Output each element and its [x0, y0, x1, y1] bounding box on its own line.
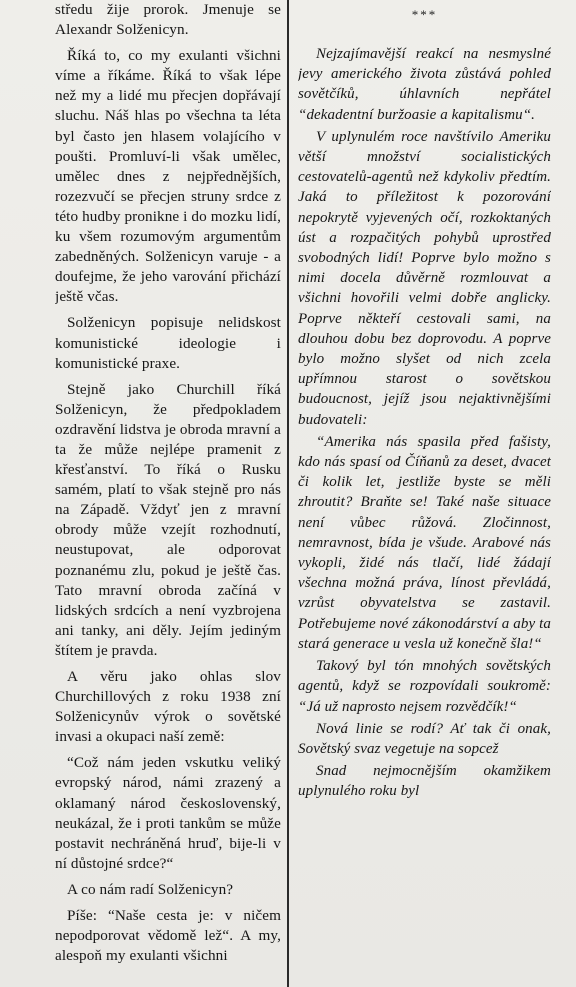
paragraph: Říká to, co my exulanti všichni víme a říkáme. Říká to však lépe než my a lidé mu přecjen dopřávají sluchu. Náš hlas po všechna ta léta byl často jen hlasem volajícího v poušti. Promluví-li však umělec, umělec dnes z nejpřednějších, rozezvučí se přecjen struny srdce z této hudby pronikne i do mozku lidí, ku všem rozumovým argumentům zabedněných. Solženicyn varuje - a doufejme, že jeho varování přichází ještě včas.	[55, 47, 281, 306]
quote-paragraph: “Amerika nás spasila před fašisty, kdo nás spasí od Číňanů za deset, dvacet či kolik let, jestliže byste se měli zhroutit? Braňte se! Také naše situace není vůbec růžová. Zločinnost, nemravnost, bída je všude. Arabové nás vykopli, židé nás tlačí, lidé žádají všechna možná práva, línost převládá, vzrůst obyvatelstva se zastavil. Potřebujeme nové zákonodárství a aby ta stará generace u vesla už konečně šla!“	[298, 433, 551, 652]
paragraph: Nová linie se rodí? Ať tak či onak, Sovětský svaz vegetuje na sopcež	[298, 720, 551, 757]
left-column	[55, 0, 281, 987]
paragraph: Takový byl tón mnohých sovětských agentů, když se rozpovídali soukromě: “Já už naprosto nejsem rozvědčík!“	[298, 658, 551, 715]
paragraph: Píše: “Naše cesta je: v ničem nepodporovat vědomě lež“. A my, alespoň my exulanti všichni	[55, 907, 281, 965]
paragraph: V uplynulém roce navštívilo Ameriku větší množství socialistických cestovatelů-agentů než kdykoliv předtím. Jaká to příležitost k pozorování nepokrytě vyjevených očí, rozkoktaných úst a rozpačitých pohybů uprostřed svobodných lidí! Poprve bylo možno s nimi docela důvěrně rozmlouvat a všichni hovořili velmi dobře anglicky. Poprve někteří cestovali sami, na dlouhou dobu bez doprovodu. A poprve bylo možno slyšet od nich zcela upřímnou starost o sovětskou budoucnost, jejíž jsou nejaktivnějšími budovateli:	[298, 128, 551, 428]
right-column	[298, 0, 551, 987]
paragraph: Snad nejmocnějším okamžikem uplynulého roku byl	[298, 763, 551, 800]
paragraph: Stejně jako Churchill říká Solženicyn, že předpokladem ozdravění lidstva je obroda mravní a ta že může nejlépe pramenit z křesťanství. To říká o Rusku samém, platí to však stejně pro nás na Západě. Vždyť jen z mravní obrody může vzejít rozhodnutí, neustupovat, ale odporovat poznanému zlu, pokud je ještě čas. Tato mravní obroda začíná v lidských srdcích a není vyzbrojena ani tanky, ani děly. Jejím jediným štítem je pravda.	[55, 380, 281, 659]
paragraph: A co nám radí Solženicyn?	[67, 880, 234, 898]
column-divider	[287, 0, 289, 987]
quote-paragraph: “Což nám jeden vskutku veliký evropský národ, námi zrazený a oklamaný národ československý, neukázal, že i proti tankům se může postavit nechráněná hruď, bije-li v ní důstojné srdce?“	[55, 754, 281, 872]
paragraph: Solženicyn popisuje nelidskost komunistické ideologie i komunistické praxe.	[55, 314, 281, 372]
section-separator: ***	[411, 7, 438, 22]
paragraph: středu žije prorok. Jmenuje se Alexandr Solženicyn.	[55, 1, 281, 39]
paragraph: A věru jako ohlas slov Churchillových z roku 1938 zní Solženicynův výrok o sovětské invasi a okupaci naší země:	[55, 668, 281, 746]
paragraph: Nejzajímavější reakcí na nesmyslné jevy amerického života zůstává pohled sovětčíků, úhlavních nepřátel “dekadentní buržoasie a kapitalismu“.	[298, 46, 551, 123]
